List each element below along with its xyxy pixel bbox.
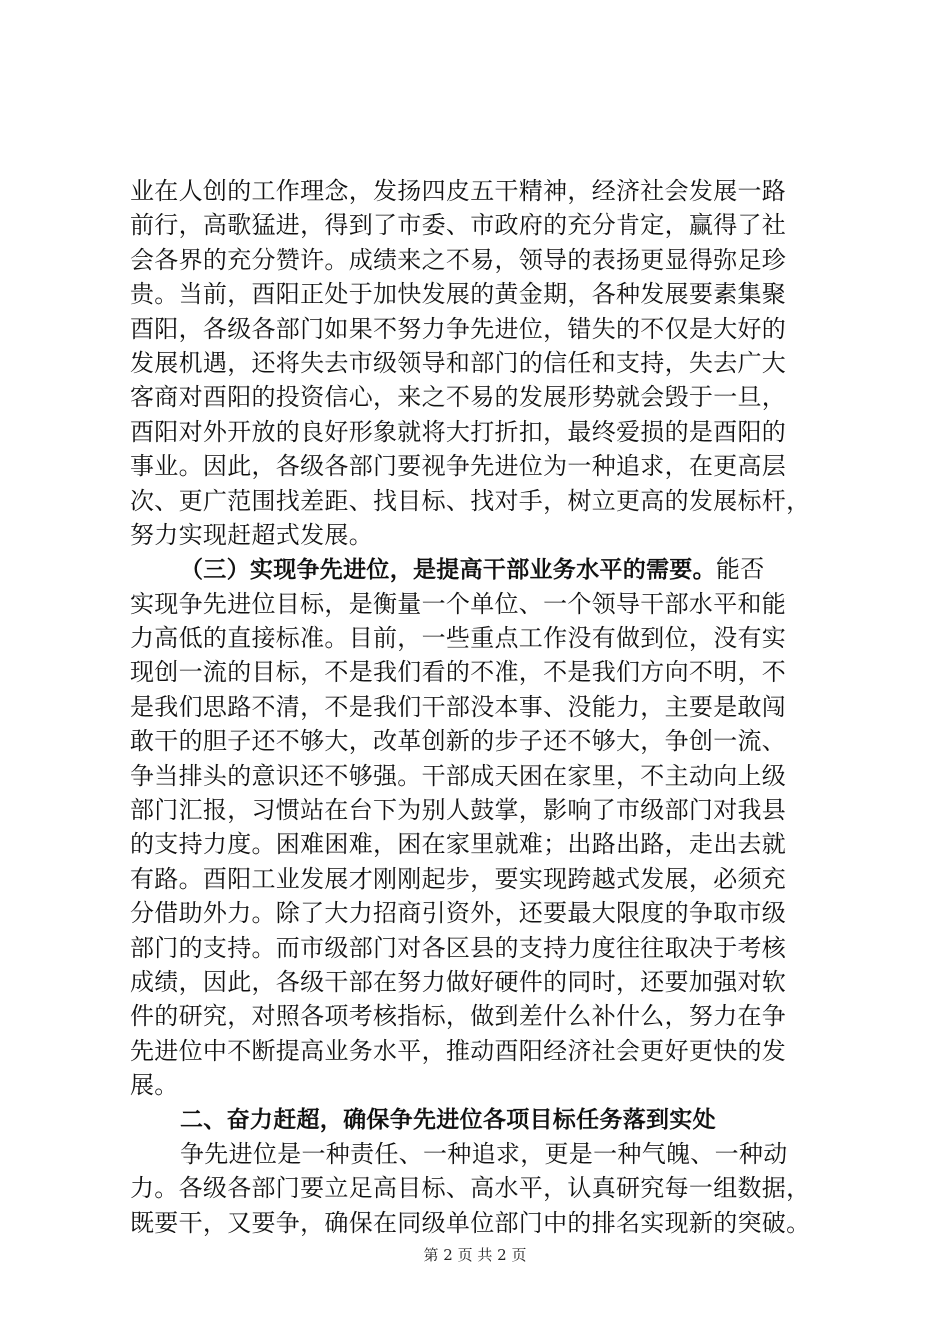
body-text xyxy=(130,174,830,1240)
paragraph-1 xyxy=(130,174,830,552)
paragraph-line: 有路。酉阳工业发展才刚刚起步，要实现跨越式发展，必须充 xyxy=(130,864,787,893)
paragraph-line: 件的研究，对照各项考核指标，做到差什么补什么，努力在争 xyxy=(130,1002,787,1031)
page-number: 第 2 页 共 2 页 xyxy=(423,1246,527,1264)
paragraph-line: 争先进位是一种责任、一种追求，更是一种气魄、一种动 xyxy=(180,1139,788,1168)
page-footer xyxy=(0,1244,950,1265)
section-3-first-line xyxy=(130,552,830,586)
paragraph-line: 部门的支持。而市级部门对各区县的支持力度往往取决于考核 xyxy=(130,933,787,962)
paragraph-line: 实现争先进位目标，是衡量一个单位、一个领导干部水平和能 xyxy=(130,589,787,618)
paragraph-line: 争当排头的意识还不够强。干部成天困在家里，不主动向上级 xyxy=(130,761,787,790)
paragraph-line: 先进位中不断提高业务水平，推动酉阳经济社会更好更快的发 xyxy=(130,1036,787,1065)
paragraph-line: 酉阳，各级各部门如果不努力争先进位，错失的不仅是大好的 xyxy=(130,314,787,343)
paragraph-line: 部门汇报，习惯站在台下为别人鼓掌，影响了市级部门对我县 xyxy=(130,796,787,825)
section-3-heading: （三）实现争先进位，是提高干部业务水平的需要。 xyxy=(180,557,716,584)
paragraph-line: 酉阳对外开放的良好形象就将大打折扣，最终爱损的是酉阳的 xyxy=(130,417,787,446)
paragraph-line: 贵。当前，酉阳正处于加快发展的黄金期，各种发展要素集聚 xyxy=(130,280,787,309)
paragraph-line: 展。 xyxy=(130,1071,179,1100)
paragraph-line: 业在人创的工作理念，发扬四皮五干精神，经济社会发展一路 xyxy=(130,177,787,205)
paragraph-line: 发展机遇，还将失去市级领导和部门的信任和支持，失去广大 xyxy=(130,348,787,377)
paragraph-line: 分借助外力。除了大力招商引资外，还要最大限度的争取市级 xyxy=(130,899,787,928)
section-3-heading-tail: 能否 xyxy=(715,555,765,584)
paragraph-line: 的支持力度。困难困难，困在家里就难；出路出路，走出去就 xyxy=(130,830,787,859)
section-3 xyxy=(130,552,830,1102)
paragraph-line: 力高低的直接标准。目前，一些重点工作没有做到位，没有实 xyxy=(130,624,787,653)
paragraph-line: 次、更广范围找差距、找目标、找对手，树立更高的发展标杆， xyxy=(130,486,811,515)
paragraph-line: 事业。因此，各级各部门要视争先进位为一种追求，在更高层 xyxy=(130,452,787,481)
paragraph-line: 会各界的充分赞许。成绩来之不易，领导的表扬更显得弥足珍 xyxy=(130,245,787,274)
paragraph-line: 力。各级各部门要立足高目标、高水平，认真研究每一组数据， xyxy=(130,1174,811,1203)
section-two xyxy=(130,1103,830,1241)
paragraph-line: 成绩，因此，各级干部在努力做好硬件的同时，还要加强对软 xyxy=(130,967,787,996)
paragraph-line: 现创一流的目标，不是我们看的不准，不是我们方向不明，不 xyxy=(130,658,787,687)
paragraph-line: 是我们思路不清，不是我们干部没本事、没能力，主要是敢闯 xyxy=(130,692,787,721)
paragraph-line: 既要干，又要争，确保在同级单位部门中的排名实现新的突破。 xyxy=(130,1208,811,1237)
section-two-heading: 二、奋力赶超，确保争先进位各项目标任务落到实处 xyxy=(180,1106,716,1133)
paragraph-line: 客商对酉阳的投资信心，来之不易的发展形势就会毁于一旦， xyxy=(130,383,787,412)
paragraph-line: 敢干的胆子还不够大，改革创新的步子还不够大，争创一流、 xyxy=(130,727,787,756)
paragraph-line: 努力实现赶超式发展。 xyxy=(130,520,373,549)
paragraph-line: 前行，高歌猛进，得到了市委、市政府的充分肯定，赢得了社 xyxy=(130,211,787,240)
